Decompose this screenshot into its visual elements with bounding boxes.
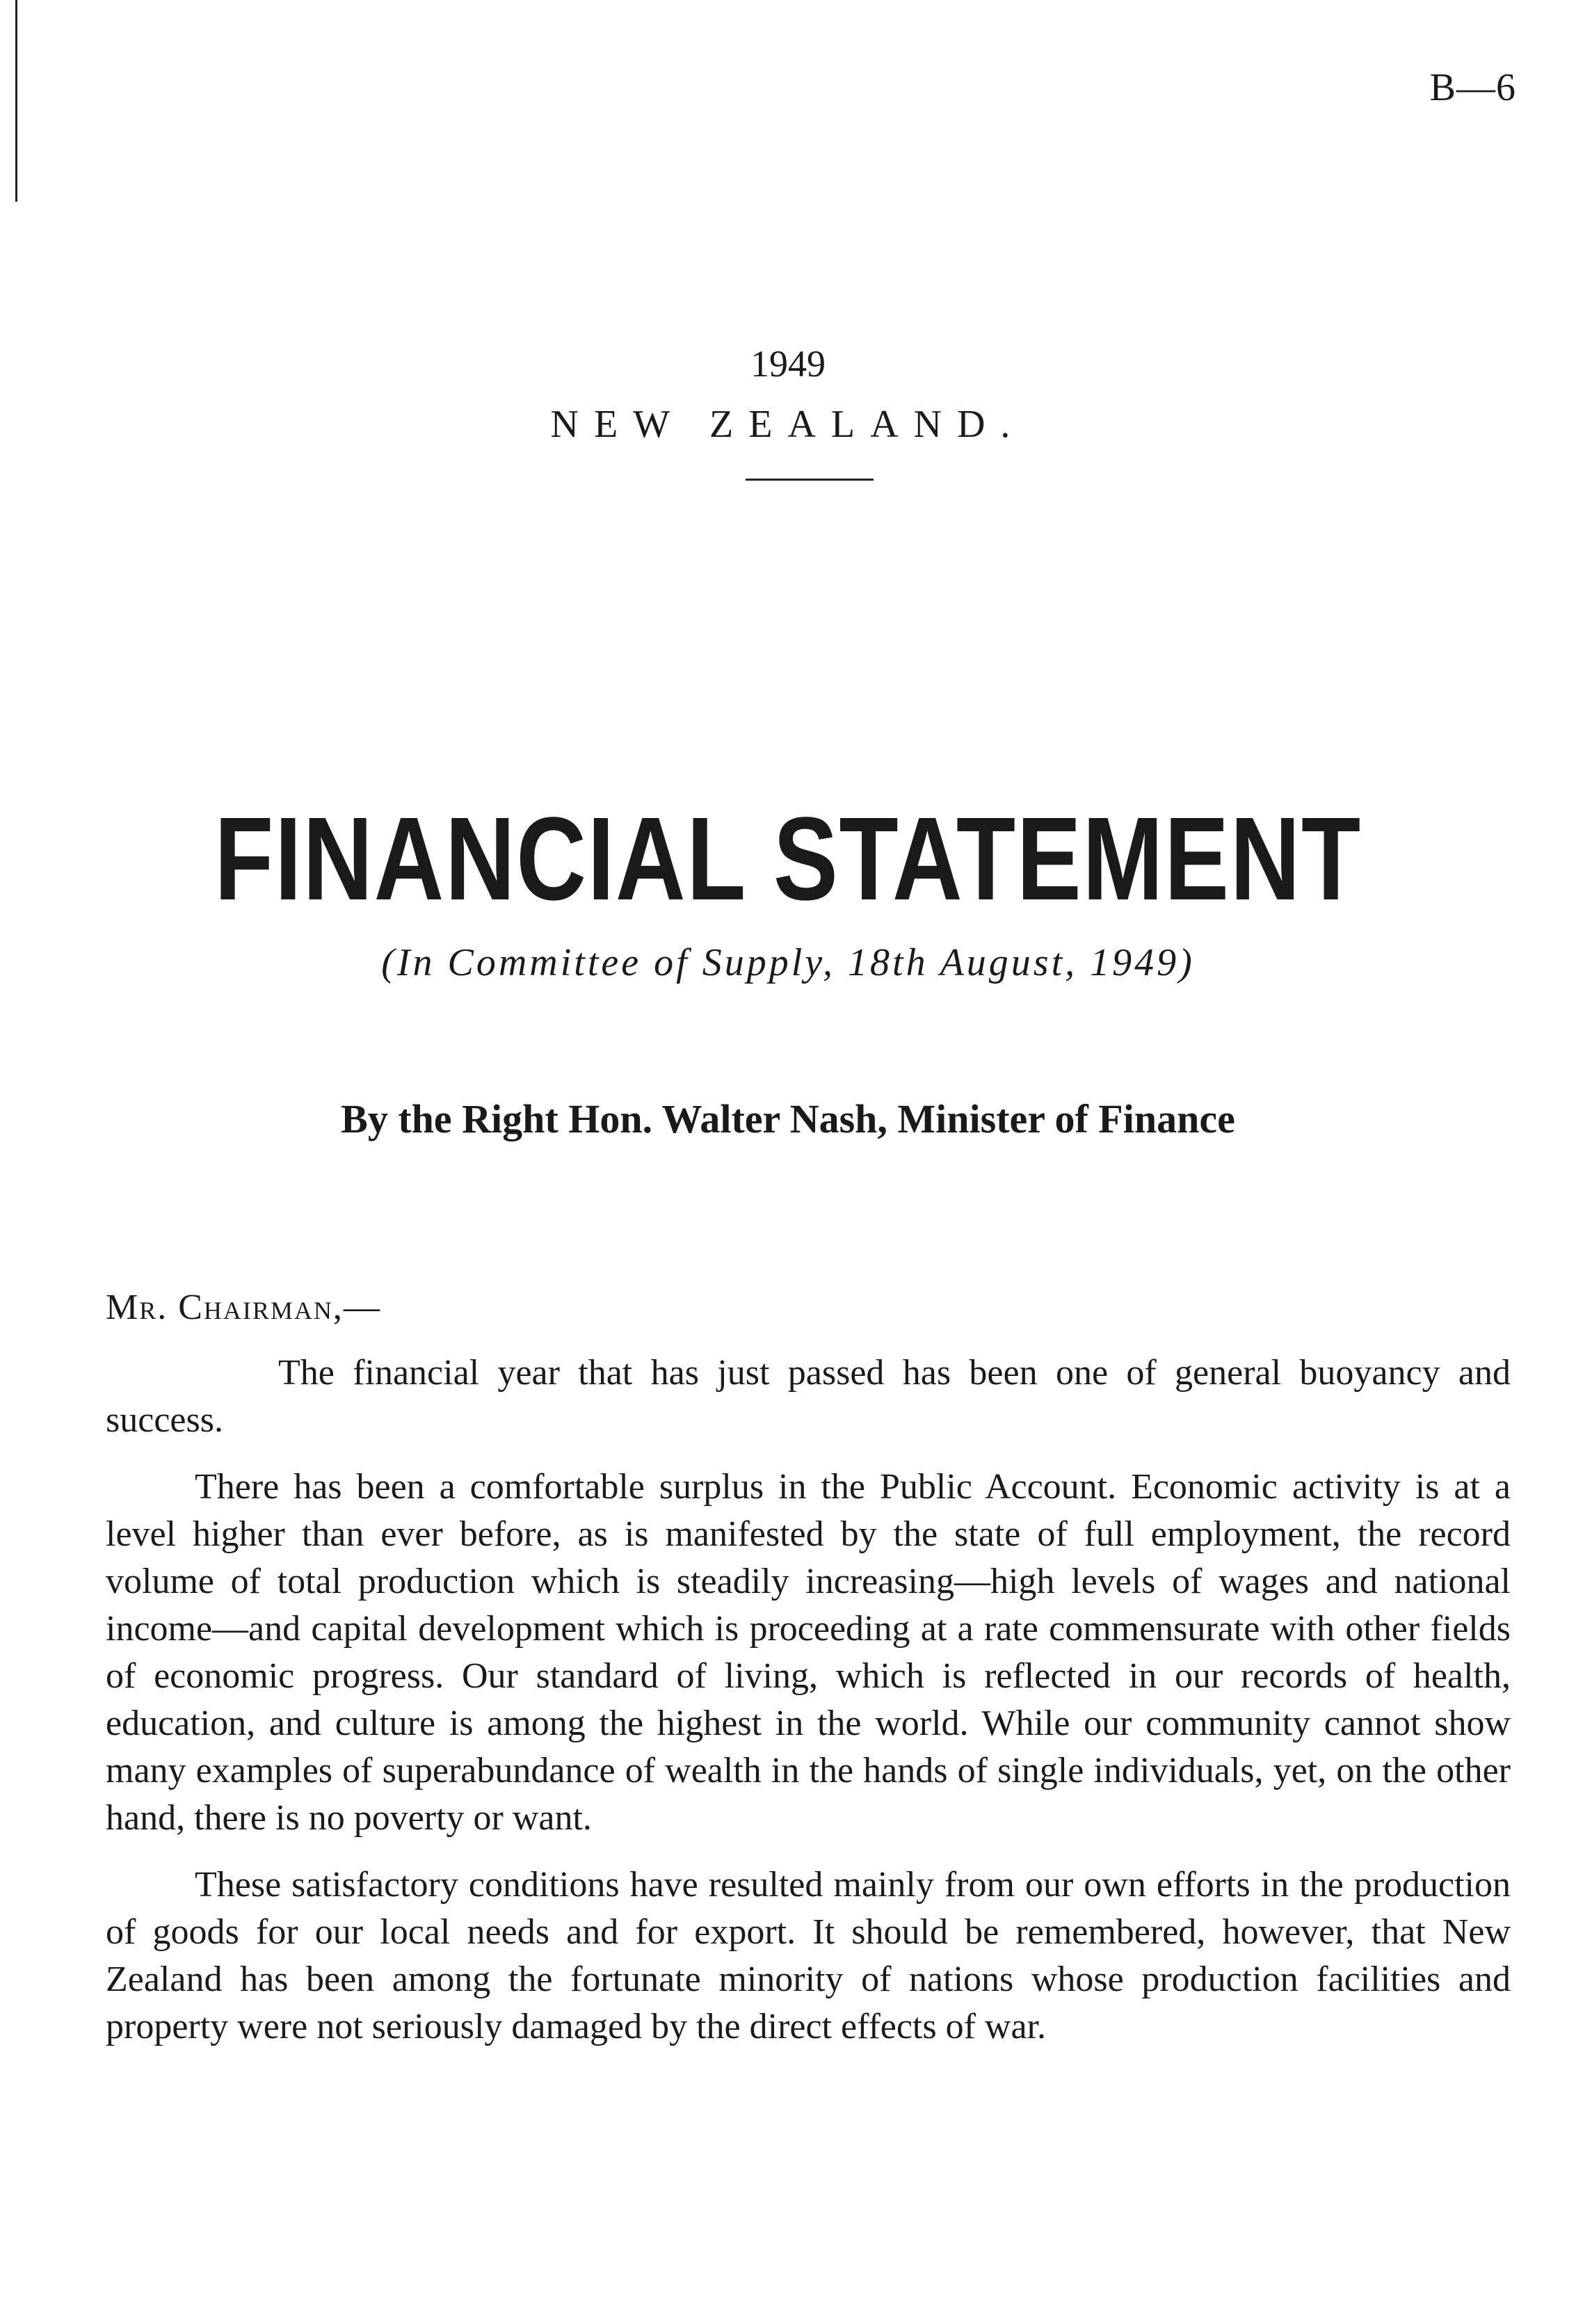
paragraph: The financial year that has just passed has been one of general buoyancy and success. xyxy=(106,1353,1511,1440)
body-text xyxy=(106,1349,1511,2070)
salutation: Mr. Chairman,— xyxy=(106,1288,381,1327)
country-heading: NEW ZEALAND. xyxy=(550,403,1026,446)
scan-edge-line xyxy=(15,0,17,202)
page-reference: B—6 xyxy=(1429,66,1516,109)
page-subtitle: (In Committee of Supply, 18th August, 1949) xyxy=(381,941,1195,984)
page-title: FINANCIAL STATEMENT xyxy=(214,793,1362,925)
paragraph: These satisfactory conditions have resulted mainly from our own efforts in the production of goods for our local needs and for export. It should be remembered, however, that New Zealand has been among the fortunate minority of nations whose production facilities and property were not seriously damaged by the direct effects of war. xyxy=(106,1865,1511,2046)
author-byline: By the Right Hon. Walter Nash, Minister of Finance xyxy=(341,1096,1235,1141)
paragraph: There has been a comfortable surplus in the Public Account. Economic activity is at a level higher than ever before, as is manifested by the state of full employment, the record volume of total production which is steadily increasing—high levels of wages and national income—and capital development which is proceeding at a rate commensurate with other fields of economic progress. Our standard of living, which is reflected in our records of health, education, and culture is among the highest in the world. While our community cannot show many examples of superabundance of wealth in the hands of single individuals, yet, on the other hand, there is no poverty or want. xyxy=(106,1467,1511,1838)
heading-divider xyxy=(746,479,874,481)
document-year: 1949 xyxy=(750,343,826,385)
